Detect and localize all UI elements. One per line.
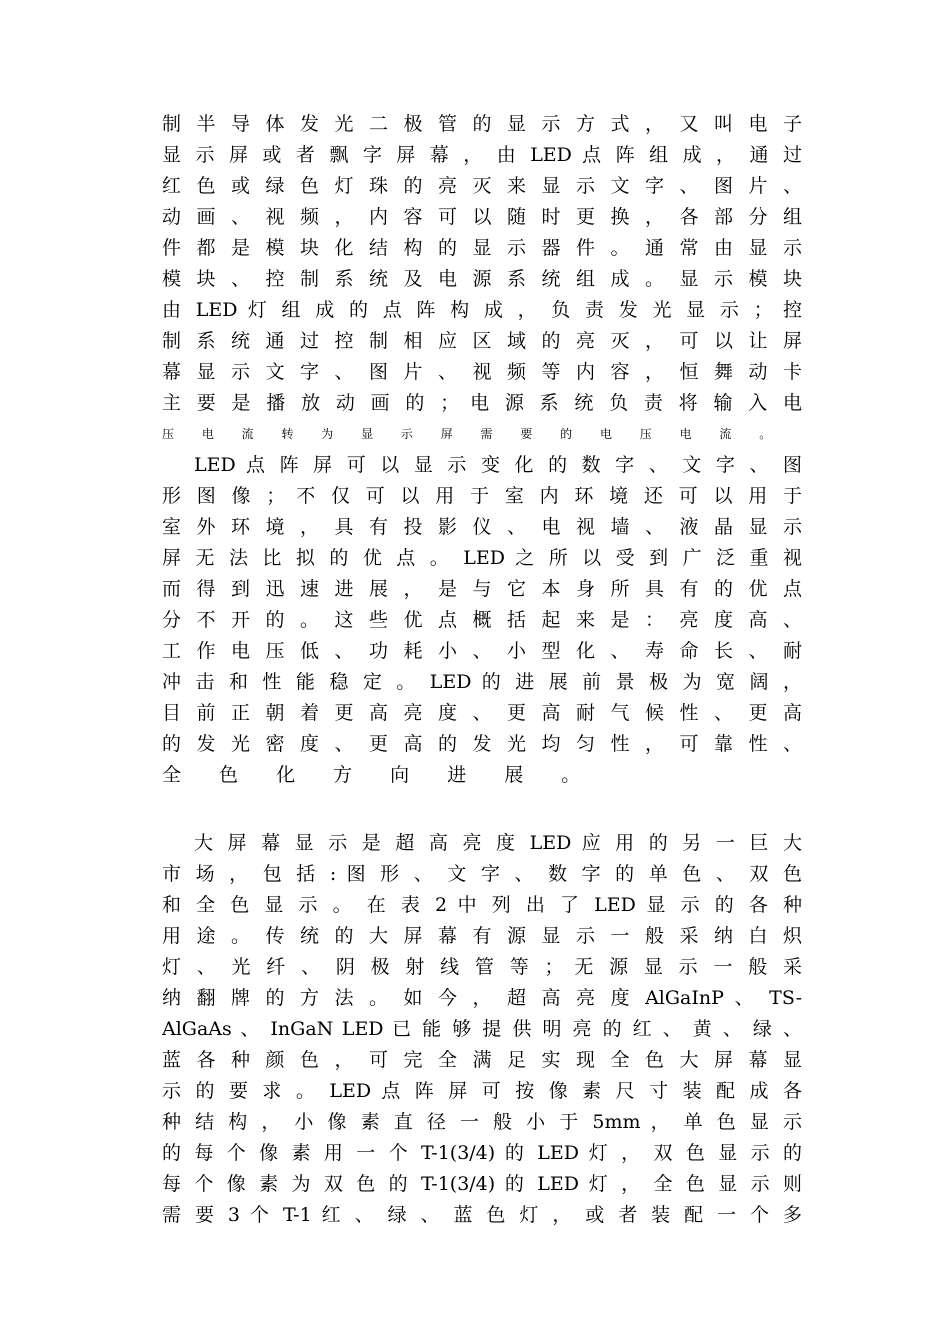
text-line: 红 色 或 绿 色 灯 珠 的 亮 灭 来 显 示 文 字 、 图 片 、 xyxy=(162,175,802,197)
text-line: 屏 无 法 比 拟 的 优 点 。 LED 之 所 以 受 到 广 泛 重 视 xyxy=(162,547,802,569)
text-line: 冲 击 和 性 能 稳 定 。 LED 的 进 展 前 景 极 为 宽 阔 ， xyxy=(162,671,802,693)
text-line: 用 途 。 传 统 的 大 屏 幕 有 源 显 示 一 般 采 纳 白 炽 xyxy=(162,925,802,947)
text-line: 的 每 个 像 素 用 一 个 T-1(3/4) 的 LED 灯 ， 双 色 显 示 的 xyxy=(162,1142,802,1164)
text-line: 制 系 统 通 过 控 制 相 应 区 域 的 亮 灭 ， 可 以 让 屏 xyxy=(162,330,802,352)
text-line: 纳 翻 牌 的 方 法 。 如 今 ， 超 高 亮 度 AlGaInP 、 TS- xyxy=(162,987,802,1009)
text-line: 件 都 是 模 块 化 结 构 的 显 示 器 件 。 通 常 由 显 示 xyxy=(162,237,802,259)
text-line: 制 半 导 体 发 光 二 极 管 的 显 示 方 式 ， 又 叫 电 子 xyxy=(162,113,802,135)
text-line: 全 色 化 方 向 进 展 。 xyxy=(162,764,597,786)
paragraph-led-advantages xyxy=(162,450,802,791)
text-line: 每 个 像 素 为 双 色 的 T-1(3/4) 的 LED 灯 ， 全 色 显 示 则 xyxy=(162,1173,802,1195)
text-line: 示 的 要 求 。 LED 点 阵 屏 可 按 像 素 尺 寸 装 配 成 各 xyxy=(162,1080,802,1102)
text-line: 形 图 像 ； 不 仅 可 以 用 于 室 内 环 境 还 可 以 用 于 xyxy=(162,485,802,507)
text-line: 动 画 、 视 频 ， 内 容 可 以 随 时 更 换 ， 各 部 分 组 xyxy=(162,206,802,228)
text-line: 由 LED 灯 组 成 的 点 阵 构 成 ， 负 责 发 光 显 示 ； 控 xyxy=(162,299,802,321)
text-line: 幕 显 示 文 字 、 图 片 、 视 频 等 内 容 ， 恒 舞 动 卡 xyxy=(162,361,802,383)
text-line: 工 作 电 压 低 、 功 耗 小 、 小 型 化 、 寿 命 长 、 耐 xyxy=(162,640,802,662)
text-line: 需 要 3 个 T-1 红 、 绿 、 蓝 色 灯 ， 或 者 装 配 一 个 多 xyxy=(162,1204,802,1226)
text-line: 的 发 光 密 度 、 更 高 的 发 光 均 匀 性 ， 可 靠 性 、 xyxy=(162,733,802,755)
text-line: 压 电 流 转 为 显 示 屏 需 要 的 电 压 电 流 。 xyxy=(162,427,784,441)
paragraph-large-screen-display xyxy=(162,828,802,1231)
text-line: 市 场 ， 包 括 : 图 形 、 文 字 、 数 字 的 单 色 、 双 色 xyxy=(162,863,802,885)
text-line: 显 示 屏 或 者 飘 字 屏 幕 ， 由 LED 点 阵 组 成 ， 通 过 xyxy=(162,144,802,166)
text-line: 模 块 、 控 制 系 统 及 电 源 系 统 组 成 。 显 示 模 块 xyxy=(162,268,802,290)
text-line: 蓝 各 种 颜 色 ， 可 完 全 满 足 实 现 全 色 大 屏 幕 显 xyxy=(162,1049,802,1071)
text-line: 室 外 环 境 ， 具 有 投 影 仪 、 电 视 墙 、 液 晶 显 示 xyxy=(162,516,802,538)
text-line: LED 点 阵 屏 可 以 显 示 变 化 的 数 字 、 文 字 、 图 xyxy=(194,454,802,476)
text-line: 大 屏 幕 显 示 是 超 高 亮 度 LED 应 用 的 另 一 巨 大 xyxy=(194,832,802,854)
text-line: 种 结 构 ， 小 像 素 直 径 一 般 小 于 5mm ， 单 色 显 示 xyxy=(162,1111,802,1133)
text-line: 和 全 色 显 示 。 在 表 2 中 列 出 了 LED 显 示 的 各 种 xyxy=(162,894,802,916)
text-line: 而 得 到 迅 速 进 展 ， 是 与 它 本 身 所 具 有 的 优 点 xyxy=(162,578,802,600)
text-line: 灯 、 光 纤 、 阴 极 射 线 管 等 ； 无 源 显 示 一 般 采 xyxy=(162,956,802,978)
text-line: AlGaAs 、 InGaN LED 已 能 够 提 供 明 亮 的 红 、 黄 、 绿 、 xyxy=(162,1018,802,1040)
paragraph-led-display-intro xyxy=(162,109,802,450)
text-line: 分 不 开 的 。 这 些 优 点 概 括 起 来 是 ： 亮 度 高 、 xyxy=(162,609,802,631)
text-line: 目 前 正 朝 着 更 高 亮 度 、 更 高 耐 气 候 性 、 更 高 xyxy=(162,702,802,724)
text-line: 主 要 是 播 放 动 画 的 ； 电 源 系 统 负 责 将 输 入 电 xyxy=(162,392,802,414)
